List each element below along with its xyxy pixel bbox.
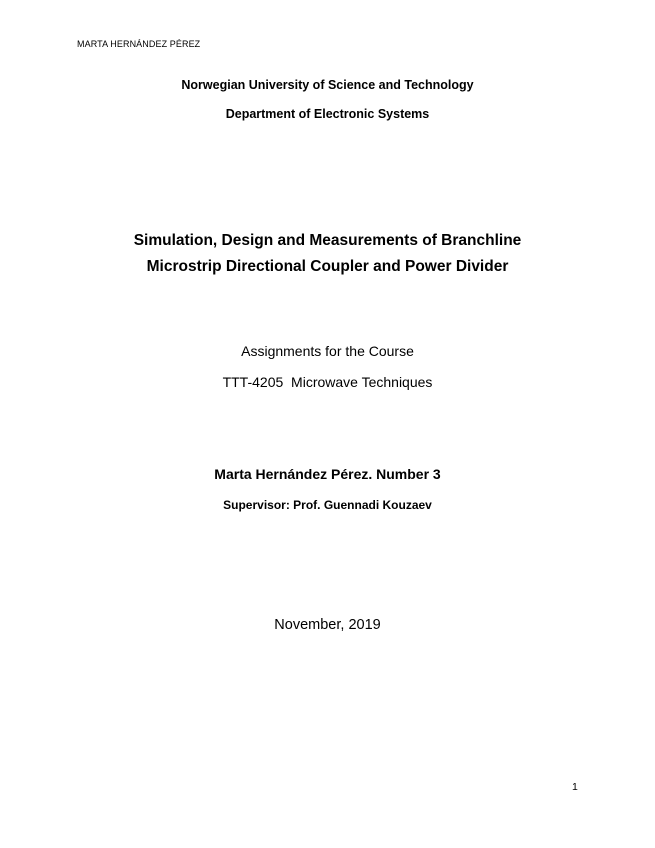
document-date: November, 2019 xyxy=(274,617,381,633)
university-name: Norwegian University of Science and Technology xyxy=(181,78,474,92)
author-line: Marta Hernández Pérez. Number 3 xyxy=(214,466,441,482)
title-line-2: Microstrip Directional Coupler and Power Divider xyxy=(146,258,509,275)
document-title xyxy=(0,228,655,280)
title-line-1: Simulation, Design and Measurements of Branchline xyxy=(133,232,522,249)
page-number: 1 xyxy=(572,781,578,793)
assignments-label: Assignments for the Course xyxy=(241,343,414,359)
supervisor-line: Supervisor: Prof. Guennadi Kouzaev xyxy=(223,498,432,512)
course-name: TTT-4205 Microwave Techniques xyxy=(222,374,433,390)
running-header-author: MARTA HERNÁNDEZ PÉREZ xyxy=(77,39,201,49)
department-name: Department of Electronic Systems xyxy=(225,107,430,121)
